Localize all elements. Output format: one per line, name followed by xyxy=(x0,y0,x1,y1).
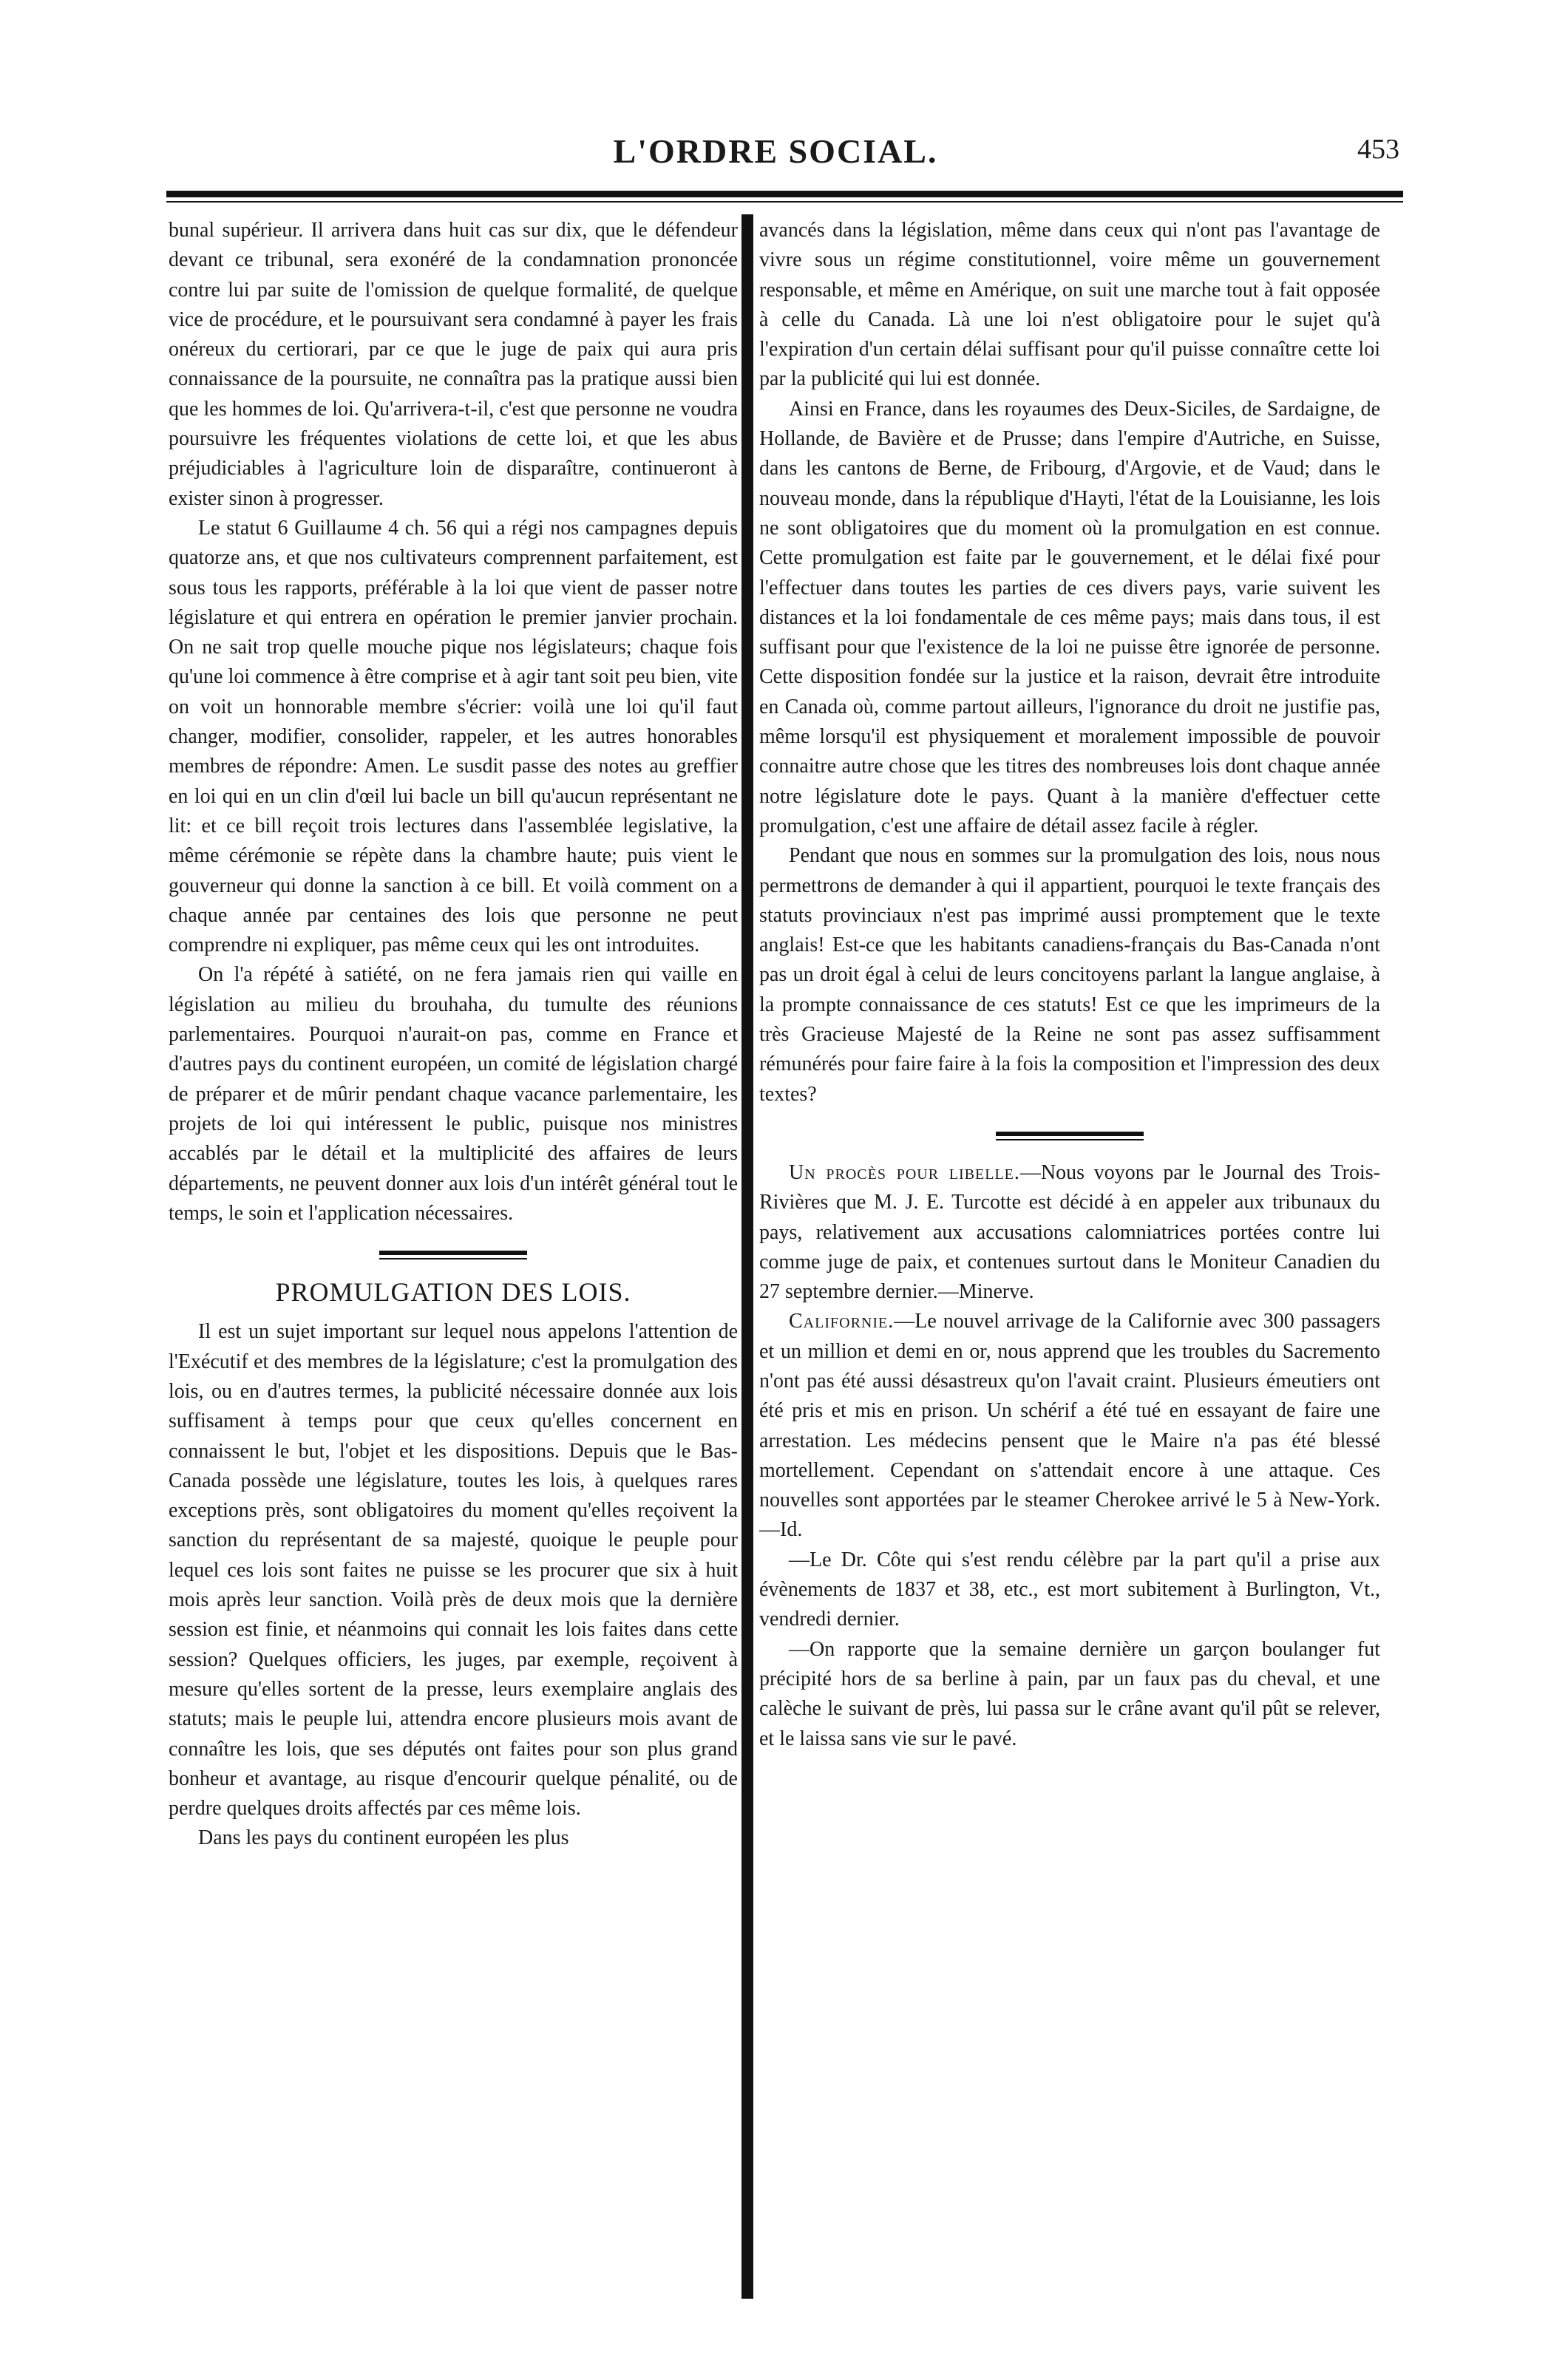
news-item-libel xyxy=(759,1158,1380,1307)
page-number: 453 xyxy=(1357,134,1399,165)
news-lead-california: Californie. xyxy=(789,1310,895,1333)
section-paragraph-1: Il est un sujet important sur lequel nous appelons l'attention de l'Exécutif et des membres de la législature; c'est la promulgation des lois, ou en d'autres termes, la publicité nécessaire donnée aux lois suffisament à temps pour que ceux qu'elles concernent en connaissent le but, l'objet et les dispositions. Depuis que le Bas-Canada possède une législature, toutes les lois, à quelques rares exceptions près, sont obligatoires du moment qu'elles reçoivent la sanction du représentant de sa majesté, quoique le peuple pour lequel ces lois sont faites ne puisse se les procurer que six à huit mois après leur sanction. Voilà près de deux mois que la dernière session est finie, et néanmoins qui connait les lois faites dans cette session? Quelques officiers, les juges, par exemple, reçoivent à mesure qu'elles sortent de la presse, leurs exemplaire anglais des statuts; mais le peuple lui, attendra encore plusieurs mois avant de connaître les lois, que ses députés ont faites pour son plus grand bonheur et avantage, au risque d'encourir quelque pénalité, ou de perdre quelques droits affectés par ces même lois. xyxy=(169,1320,738,1820)
section-rule-thick xyxy=(379,1251,527,1255)
news-text-california: —Le nouvel arrivage de la Californie avec 300 passagers et un million et demi en or, nous apprend que les troubles du Sacremento n'ont pas été aussi désastreux qu'on l'avait craint. Plusieurs émeutiers ont été pris et mis en prison. Un schérif a été tué en essayant de faire une arrestation. Les médecins pensent que le Maire n'a pas été blessé mortellement. Cependant on s'attendait encore à une attaque. Ces nouvelles sont apportées par le steamer Cherokee arrivé le 5 à New-York.—Id. xyxy=(759,1310,1380,1542)
header-thick-rule xyxy=(166,191,1403,197)
right-paragraph-2: Ainsi en France, dans les royaumes des Deux-Siciles, de Sardaigne, de Hollande, de Bavière et de Prusse; dans l'empire d'Autriche, en Suisse, dans les cantons de Berne, de Fribourg, d'Argovie, et de Vaud; dans le nouveau monde, dans la république d'Hayti, l'état de la Louisianne, les lois ne sont obligatoires que du moment où la promulgation en est connue. Cette promulgation est faite par le gouvernement, et le délai fixé pour l'effectuer dans toutes les parties de ces divers pays, varie suivent les distances et la loi fondamentale de ces même pays; mais dans tous, il est suffisant pour que l'existence de la loi ne puisse être ignorée de personne. Cette disposition fondée sur la justice et la raison, devrait être introduite en Canada où, comme partout ailleurs, l'ignorance du droit ne justifie pas, même lorsqu'il est physiquement et moralement impossible de pouvoir connaitre autre chose que les titres des nombreuses lois dont chaque année notre législature dote le pays. Quant à la manière d'effectuer cette promulgation, c'est une affaire de détail assez facile à régler. xyxy=(759,397,1380,837)
section-paragraph-2: Dans les pays du continent européen les plus xyxy=(198,1826,569,1850)
left-column xyxy=(169,216,738,1854)
right-column xyxy=(759,216,1380,1754)
news-item-baker xyxy=(759,1635,1380,1754)
running-header-title: L'ORDRE SOCIAL. xyxy=(613,132,938,170)
news-lead-libel: Un procès pour libelle. xyxy=(789,1160,1020,1184)
left-paragraph-1: bunal supérieur. Il arrivera dans huit cas sur dix, que le défendeur devant ce tribunal, sera exonéré de la condamnation prononcée contre lui par suite de l'omission de quelque formalité, de quelque vice de procédure, et le poursuivant sera condamné à payer les frais onéreux du certiorari, par ce que le juge de paix qui aura pris connaissance de la poursuite, ne connaîtra pas la pratique aussi bien que les hommes de loi. Qu'arrivera-t-il, c'est que personne ne voudra poursuivre les fréquentes violations de cette loi, et que les abus préjudiciables à l'agriculture loin de disparaître, continueront à exister sinon à progresser. xyxy=(169,219,738,510)
header-thin-rule xyxy=(166,201,1403,203)
news-text-libel: —Nous voyons par le Journal des Trois-Rivières que M. J. E. Turcotte est décidé à en appeler aux tribunaux du pays, relativement aux accusations calomniatrices portées contre lui comme juge de paix, et contenues surtout dans le Moniteur Canadien du 27 septembre dernier.—Minerve. xyxy=(759,1160,1380,1304)
column-divider xyxy=(741,214,753,2299)
right-paragraph-1: avancés dans la législation, même dans ceux qui n'ont pas l'avantage de vivre sous un régime constitutionnel, voire même un gouvernement responsable, et même en Amérique, on suit une marche tout à fait opposée à celle du Canada. Là une loi n'est obligatoire pour le sujet qu'à l'expiration d'un certain délai suffisant pour qu'il puisse connaître cette loi par la publicité qui lui est donnée. xyxy=(759,219,1380,391)
section-rule-thin xyxy=(379,1258,527,1259)
news-text-baker: —On rapporte que la semaine dernière un garçon boulanger fut précipité hors de sa berline à pain, par un faux pas du cheval, et une calèche le suivant de près, lui passa sur le crâne avant qu'il pût se relever, et le laissa sans vie sur le pavé. xyxy=(759,1637,1380,1750)
news-rule-thick xyxy=(996,1132,1144,1136)
news-item-california xyxy=(759,1307,1380,1545)
section-title: PROMULGATION DES LOIS. xyxy=(275,1277,631,1308)
news-text-cote: —Le Dr. Côte qui s'est rendu célèbre par la part qu'il a prise aux évènements de 1837 et 38, etc., est mort subitement à Burlington, Vt., vendredi dernier. xyxy=(759,1548,1380,1631)
news-rule-thin xyxy=(996,1139,1144,1140)
news-item-cote xyxy=(759,1546,1380,1635)
left-paragraph-2: Le statut 6 Guillaume 4 ch. 56 qui a régi nos campagnes depuis quatorze ans, et que nos cultivateurs comprennent parfaitement, est sous tous les rapports, préférable à la loi que vient de passer notre législature et qui entrera en opération le premier janvier prochain. On ne sait trop quelle mouche pique nos législateurs; chaque fois qu'une loi commence à être comprise et à agir tant soit peu bien, vite on voit un honnorable membre s'écrier: voilà une loi qu'il faut changer, modifier, consolider, rappeler, et les autres honorables membres de répondre: Amen. Le susdit passe des notes au greffier en loi qui en un clin d'œil lui bacle un bill qu'aucun représentant ne lit: et ce bill reçoit trois lectures dans l'assemblée legislative, la même cérémonie se répète dans la chambre haute; puis vient le gouverneur qui donne la sanction à ce bill. Et voilà comment on a chaque année par centaines des lois que personne ne peut comprendre ni expliquer, pas même ceux qui les ont introduites. xyxy=(169,516,738,957)
left-paragraph-3: On l'a répété à satiété, on ne fera jamais rien qui vaille en législation au milieu du brouhaha, du tumulte des réunions parlementaires. Pourquoi n'aurait-on pas, comme en France et d'autres pays du continent européen, un comité de législation chargé de préparer et de mûrir pendant chaque vacance parlementaire, les projets de loi qui intéressent le public, puisque nos ministres accablés par le détail et la multiplicité des affaires de leurs départements, ne peuvent donner aux lois d'un intérêt général tout le temps, le soin et l'application nécessaires. xyxy=(169,963,738,1225)
right-paragraph-3: Pendant que nous en sommes sur la promulgation des lois, nous nous permettrons de demander à qui il appartient, pourquoi le texte français des statuts provinciaux n'est pas imprimé aussi promptement que le texte anglais! Est-ce que les habitants canadiens-français du Bas-Canada n'ont pas un droit égal à celui de leurs concitoyens parlant la langue anglaise, à la prompte connaissance de ces statuts! Est ce que les imprimeurs de la très Gracieuse Majesté de la Reine ne sont pas assez suffisamment rémunérés pour faire faire à la fois la composition et l'impression des deux textes? xyxy=(759,844,1380,1106)
